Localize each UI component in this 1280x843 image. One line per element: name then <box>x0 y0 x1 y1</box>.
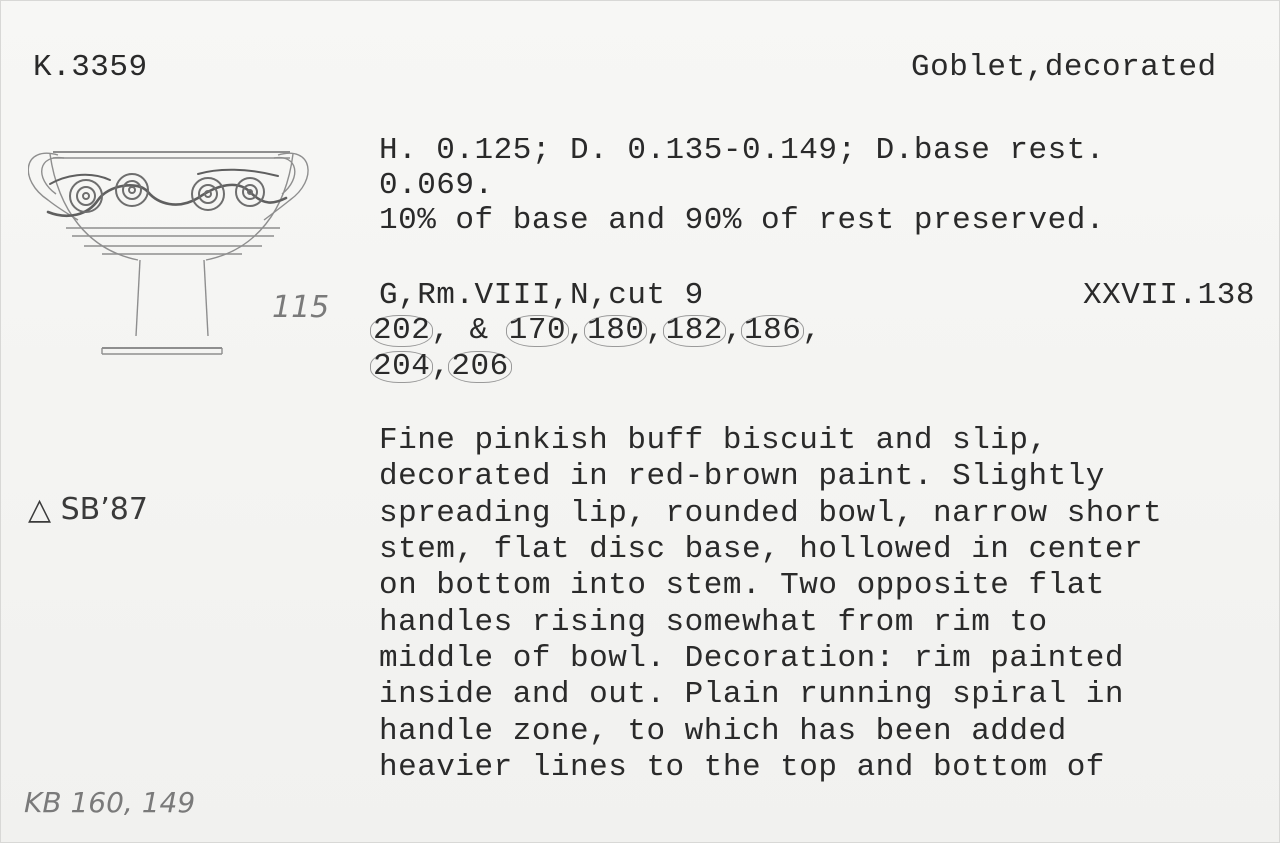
lot-number: 202 <box>370 315 433 347</box>
dimensions-line-2: 0.069. <box>379 168 494 203</box>
description-line: inside and out. Plain running spiral in <box>379 677 1125 712</box>
lot-numbers-row-2: 204,206 <box>372 349 510 385</box>
findspot: G,Rm.VIII,N,cut 9 <box>379 278 704 313</box>
drawing-attribution: △ SB’87 <box>28 492 148 527</box>
margin-note: 115 <box>272 290 330 325</box>
description-line: stem, flat disc base, hollowed in center <box>379 532 1144 567</box>
inventory-reference: XXVII.138 <box>1083 278 1255 313</box>
description-line: Fine pinkish buff biscuit and slip, <box>379 423 1048 458</box>
description-line: decorated in red-brown paint. Slightly <box>379 459 1105 494</box>
description-line: handles rising somewhat from rim to <box>379 605 1048 640</box>
catalog-number: K.3359 <box>33 50 148 85</box>
lot-number: 182 <box>663 315 726 347</box>
dimensions-line-1: H. 0.125; D. 0.135-0.149; D.base rest. <box>379 133 1105 168</box>
lot-number: 204 <box>370 351 433 383</box>
bottom-handwritten-note: KB 160, 149 <box>24 786 196 819</box>
lot-numbers-row-1: 202, & 170,180,182,186, <box>372 313 821 349</box>
lot-number: 186 <box>741 315 804 347</box>
preservation-text: 10% of base and 90% of rest preserved. <box>379 203 1105 238</box>
description-line: spreading lip, rounded bowl, narrow short <box>379 496 1163 531</box>
lot-connector: & <box>469 313 489 348</box>
lot-number: 206 <box>448 351 511 383</box>
description-line: middle of bowl. Decoration: rim painted <box>379 641 1125 676</box>
lot-number: 180 <box>584 315 647 347</box>
object-title: Goblet,decorated <box>911 50 1217 85</box>
description-line: heavier lines to the top and bottom of <box>379 750 1105 785</box>
lot-number: 170 <box>506 315 569 347</box>
description-line: handle zone, to which has been added <box>379 714 1067 749</box>
description-line: on bottom into stem. Two opposite flat <box>379 568 1105 603</box>
goblet-drawing <box>28 140 318 365</box>
